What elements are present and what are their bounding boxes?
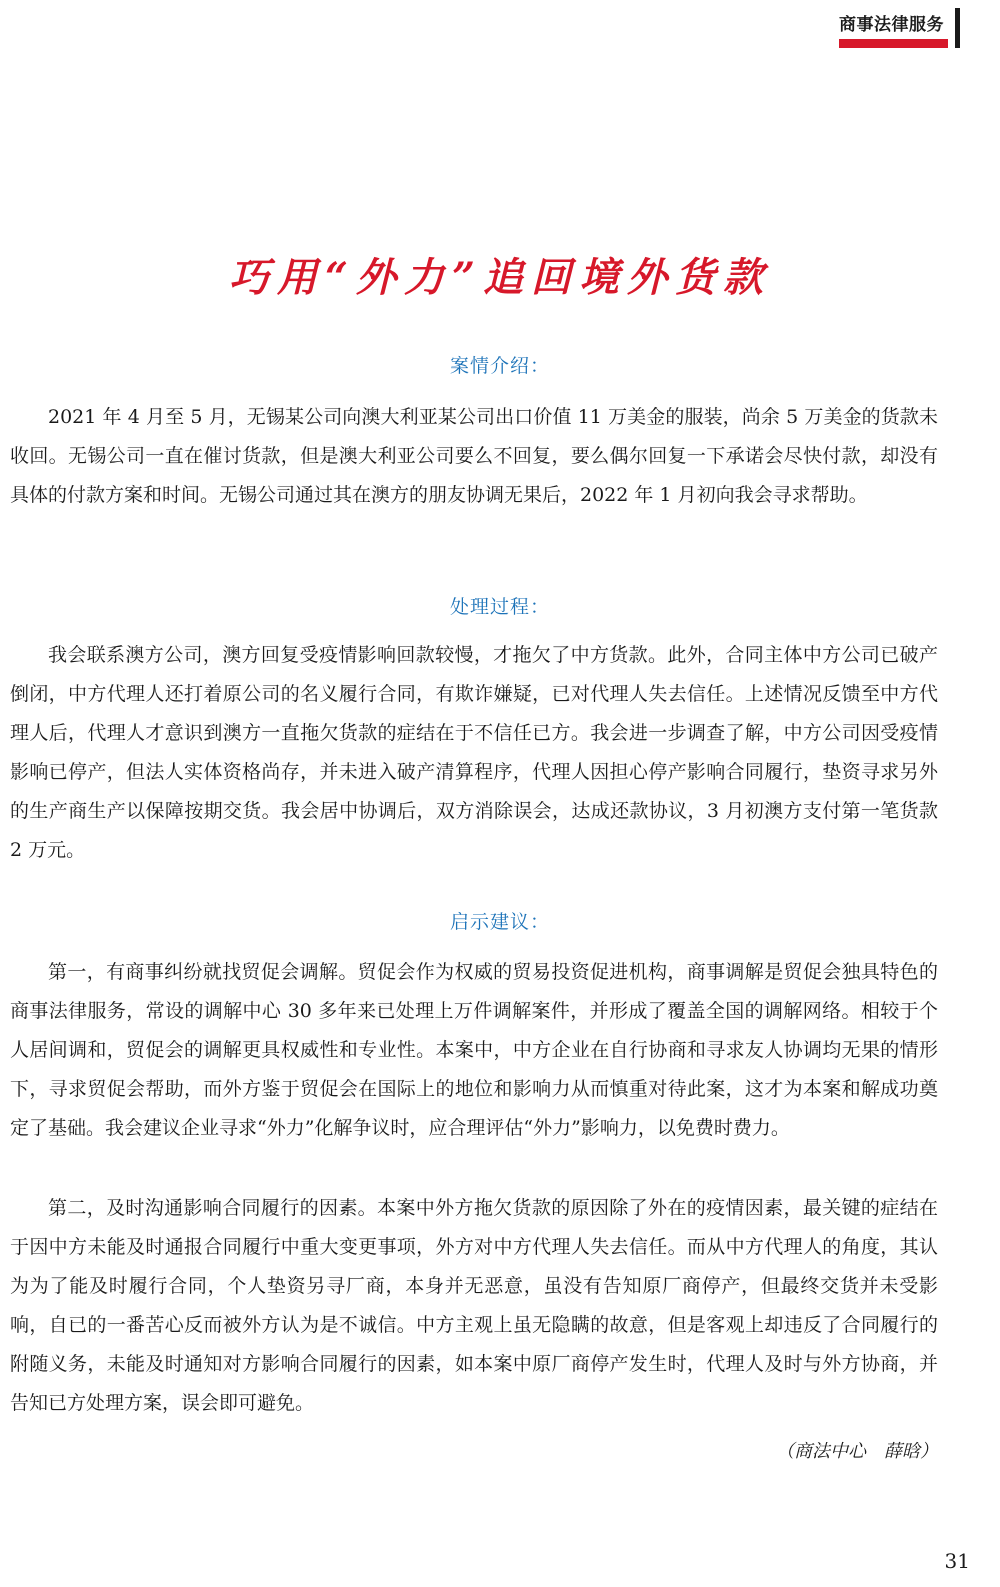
paragraph-suggestion-1: 第一，有商事纠纷就找贸促会调解。贸促会作为权威的贸易投资促进机构，商事调解是贸促会独具特色的商事法律服务，常设的调解中心 30 多年来已处理上万件调解案件，并形成了覆盖全国的调解网络。相较于个人居间调和，贸促会的调解更具权威性和专业性。本案中，中方企业在自行协商和寻求友人协调均无果的情形下，寻求贸促会帮助，而外方鉴于贸促会在国际上的地位和影响力从而慎重对待此案，这才为本案和解成功奠定了基础。我会建议企业寻求“外力”化解争议时，应合理评估“外力”影响力，以免费时费力。 — [10, 961, 938, 1139]
paragraph-process: 我会联系澳方公司，澳方回复受疫情影响回款较慢，才拖欠了中方货款。此外，合同主体中方公司已破产倒闭，中方代理人还打着原公司的名义履行合同，有欺诈嫌疑，已对代理人失去信任。上述情况反馈至中方代理人后，代理人才意识到澳方一直拖欠货款的症结在于不信任已方。我会进一步调查了解，中方公司因受疫情影响已停产，但法人实体资格尚存，并未进入破产清算程序，代理人因担心停产影响合同履行，垫资寻求另外的生产商生产以保障按期交货。我会居中协调后，双方消除误会，达成还款协议，3 月初澳方支付第一笔货款 2 万元。 — [10, 644, 938, 861]
section-heading-suggestions: 启示建议： — [449, 911, 550, 933]
header-vertical-bar — [955, 8, 960, 48]
paragraph-case-intro: 2021 年 4 月至 5 月，无锡某公司向澳大利亚某公司出口价值 11 万美金的服装，尚余 5 万美金的货款未收回。无锡公司一直在催讨货款，但是澳大利亚公司要么不回复，要么偶尔回复一下承诺会尽快付款，却没有具体的付款方案和时间。无锡公司通过其在澳方的朋友协调无果后，2022 年 1 月初向我会寻求帮助。 — [10, 406, 938, 506]
section-heading-process: 处理过程： — [449, 596, 550, 618]
running-header — [839, 8, 960, 48]
author-signature: （商法中心 薛晗） — [776, 1441, 938, 1462]
page-number: 31 — [944, 1549, 970, 1573]
header-label-block — [839, 8, 948, 48]
paragraph-suggestion-2: 第二，及时沟通影响合同履行的因素。本案中外方拖欠货款的原因除了外在的疫情因素，最关键的症结在于因中方未能及时通报合同履行中重大变更事项，外方对中方代理人失去信任。而从中方代理人的角度，其认为为了能及时履行合同，个人垫资另寻厂商，本身并无恶意，虽没有告知原厂商停产，但最终交货并未受影响，自已的一番苦心反而被外方认为是不诚信。中方主观上虽无隐瞒的故意，但是客观上却违反了合同履行的附随义务，未能及时通知对方影响合同履行的因素，如本案中原厂商停产发生时，代理人及时与外方协商，并告知已方处理方案，误会即可避免。 — [10, 1197, 938, 1414]
article-title: 巧用“外力”追回境外货款 — [228, 254, 771, 301]
section-label: 商事法律服务 — [839, 15, 944, 35]
header-red-bar — [839, 39, 948, 48]
section-heading-case-intro: 案情介绍： — [449, 355, 550, 377]
